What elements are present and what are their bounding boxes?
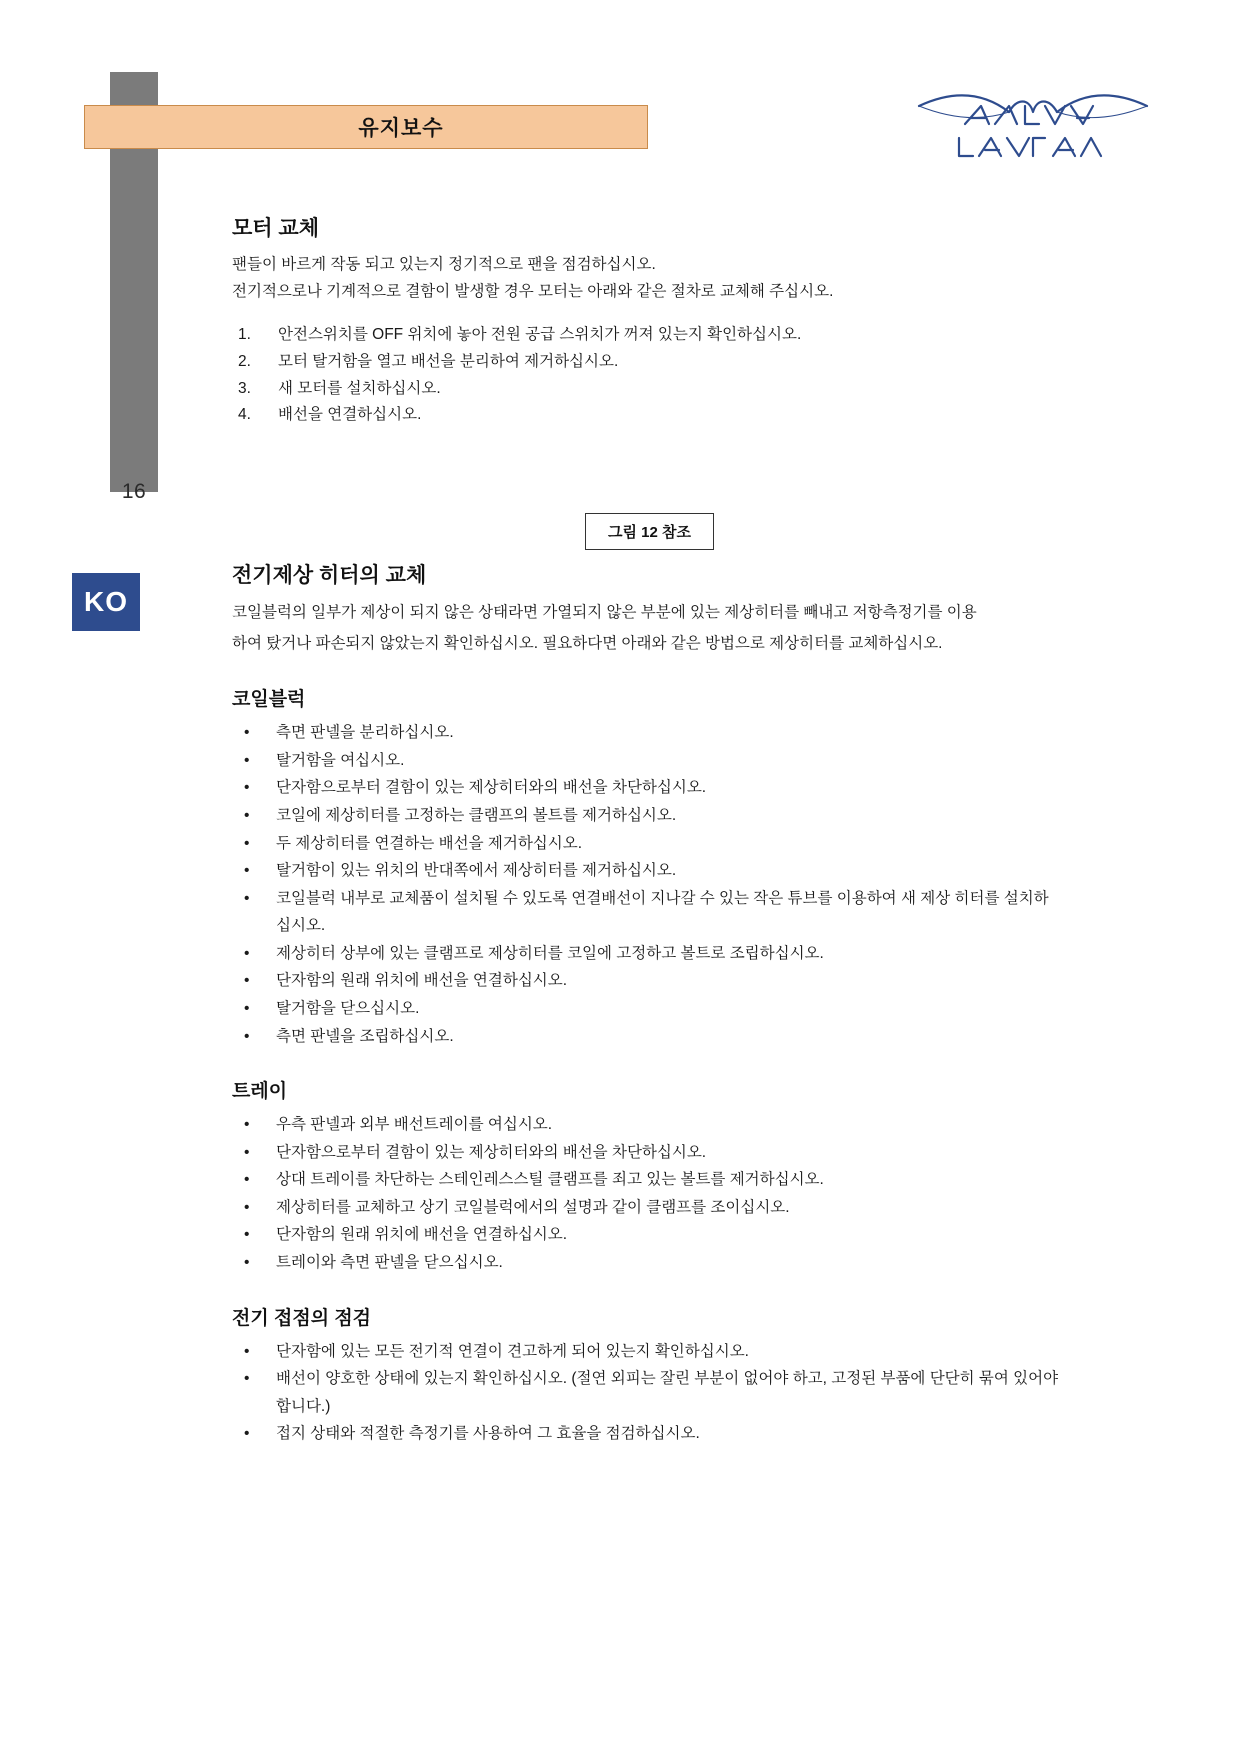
list-item-text: 두 제상히터를 연결하는 배선을 제거하십시오. — [276, 834, 583, 852]
document-content — [232, 212, 1062, 1448]
bullet-icon: • — [244, 972, 250, 990]
list-item — [232, 1249, 1062, 1277]
section-title-heater-replacement: 전기제상 히터의 교체 — [232, 563, 427, 587]
subsection-title-electrical-contacts: 전기 접점의 점검 — [232, 1307, 372, 1329]
list-item — [232, 995, 1062, 1023]
bullet-icon: • — [244, 999, 250, 1017]
list-item — [232, 1166, 1062, 1194]
list-item — [232, 1221, 1062, 1249]
list-item — [232, 1139, 1062, 1167]
section-paragraph: 팬들이 바르게 작동 되고 있는지 정기적으로 팬을 점검하십시오. — [232, 256, 656, 273]
list-item-text: 단자함의 원래 위치에 배선을 연결하십시오. — [276, 1226, 568, 1244]
bullet-icon: • — [244, 889, 250, 907]
list-item-text: 우측 판넬과 외부 배선트레이를 여십시오. — [276, 1116, 553, 1134]
page-number: 16 — [121, 480, 147, 503]
list-item-text: 새 모터를 설치하십시오. — [278, 379, 441, 397]
list-item — [232, 885, 1062, 940]
list-item-text: 측면 판넬을 조립하십시오. — [276, 1027, 454, 1045]
bullet-icon: • — [244, 944, 250, 962]
list-item-text: 제상히터를 교체하고 상기 코일블럭에서의 설명과 같이 클램프를 조이십시오. — [276, 1198, 790, 1216]
coil-block-list — [232, 719, 1062, 1050]
list-item — [232, 802, 1062, 830]
list-item-text: 단자함의 원래 위치에 배선을 연결하십시오. — [276, 972, 568, 990]
list-item-text: 코일블럭 내부로 교체품이 설치될 수 있도록 연결배선이 지나갈 수 있는 작은 튜브를 이용하여 새 제상 히터를 설치하십시오. — [276, 889, 1049, 935]
list-item-number: 4. — [238, 406, 251, 424]
list-item-number: 1. — [238, 326, 251, 344]
list-item-text: 배선을 연결하십시오. — [278, 406, 422, 424]
list-item — [232, 774, 1062, 802]
list-item-text: 배선이 양호한 상태에 있는지 확인하십시오. (절연 외피는 잘린 부분이 없어야 하고, 고정된 부품에 단단히 묶여 있어야 합니다.) — [276, 1370, 1059, 1415]
bullet-icon: • — [244, 1027, 250, 1045]
bullet-icon: • — [244, 1425, 250, 1443]
bullet-icon: • — [244, 806, 250, 824]
bullet-icon: • — [244, 834, 250, 852]
list-item-text: 코일에 제상히터를 고정하는 클램프의 볼트를 제거하십시오. — [276, 806, 677, 824]
list-item — [232, 857, 1062, 885]
list-item-text: 모터 탈거함을 열고 배선을 분리하여 제거하십시오. — [278, 352, 619, 370]
bullet-icon: • — [244, 1143, 250, 1161]
list-item — [232, 376, 1062, 403]
page-title: 유지보수 — [358, 117, 444, 140]
list-item — [232, 349, 1062, 376]
list-item — [232, 967, 1062, 995]
list-item-text: 접지 상태와 적절한 측정기를 사용하여 그 효율을 점검하십시오. — [276, 1425, 700, 1443]
list-item-number: 2. — [238, 352, 251, 370]
section-paragraph: 코일블럭의 일부가 제상이 되지 않은 상태라면 가열되지 않은 부분에 있는 제상히터를 빼내고 저항측정기를 이용 — [232, 603, 977, 621]
list-item-text: 상대 트레이를 차단하는 스테인레스스틸 클램프를 죄고 있는 볼트를 제거하십시오. — [276, 1171, 824, 1189]
list-item — [232, 940, 1062, 968]
list-item-text: 안전스위치를 OFF 위치에 놓아 전원 공급 스위치가 꺼져 있는지 확인하십시오. — [278, 326, 802, 344]
list-item — [232, 322, 1062, 349]
subsection-title-coil-block: 코일블럭 — [232, 689, 306, 711]
list-item-text: 단자함에 있는 모든 전기적 연결이 견고하게 되어 있는지 확인하십시오. — [276, 1342, 749, 1360]
bullet-icon: • — [244, 1370, 250, 1388]
motor-replacement-steps — [232, 322, 1062, 429]
list-item — [232, 1111, 1062, 1139]
bullet-icon: • — [244, 1254, 250, 1272]
list-item-number: 3. — [238, 379, 251, 397]
list-item — [232, 402, 1062, 429]
list-item — [232, 719, 1062, 747]
list-item — [232, 1365, 1062, 1420]
bullet-icon: • — [244, 1171, 250, 1189]
section-paragraph: 하여 탔거나 파손되지 않았는지 확인하십시오. 필요하다면 아래와 같은 방법으로 제상히터를 교체하십시오. — [232, 634, 943, 652]
document-header-band — [84, 105, 648, 149]
bullet-icon: • — [244, 779, 250, 797]
bullet-icon: • — [244, 1116, 250, 1134]
list-item-text: 단자함으로부터 결함이 있는 제상히터와의 배선을 차단하십시오. — [276, 779, 707, 797]
bullet-icon: • — [244, 1342, 250, 1360]
electrical-contacts-list — [232, 1338, 1062, 1448]
bullet-icon: • — [244, 724, 250, 742]
list-item — [232, 830, 1062, 858]
bullet-icon: • — [244, 751, 250, 769]
list-item-text: 단자함으로부터 결함이 있는 제상히터와의 배선을 차단하십시오. — [276, 1143, 707, 1161]
language-badge-label: KO — [84, 586, 128, 617]
section-title-motor-replacement: 모터 교체 — [232, 217, 319, 240]
list-item — [232, 1420, 1062, 1448]
figure-reference-label: 그림 12 참조 — [608, 524, 691, 541]
bullet-icon: • — [244, 1226, 250, 1244]
list-item — [232, 1338, 1062, 1366]
alfa-laval-logo — [913, 82, 1153, 166]
tray-list — [232, 1111, 1062, 1276]
list-item-text: 탈거함을 여십시오. — [276, 751, 405, 769]
bullet-icon: • — [244, 862, 250, 880]
section-paragraph: 전기적으로나 기계적으로 결함이 발생할 경우 모터는 아래와 같은 절차로 교체해 주십시오. — [232, 283, 834, 301]
list-item — [232, 1194, 1062, 1222]
list-item-text: 트레이와 측면 판넬을 닫으십시오. — [276, 1254, 503, 1272]
list-item — [232, 1023, 1062, 1051]
list-item-text: 탈거함을 닫으십시오. — [276, 999, 420, 1017]
list-item-text: 제상히터 상부에 있는 클램프로 제상히터를 코일에 고정하고 볼트로 조립하십시오. — [276, 944, 824, 962]
list-item-text: 탈거함이 있는 위치의 반대쪽에서 제상히터를 제거하십시오. — [276, 862, 677, 880]
bullet-icon: • — [244, 1198, 250, 1216]
language-badge — [72, 573, 140, 631]
list-item-text: 측면 판넬을 분리하십시오. — [276, 724, 454, 742]
subsection-title-tray: 트레이 — [232, 1081, 288, 1103]
list-item — [232, 747, 1062, 775]
